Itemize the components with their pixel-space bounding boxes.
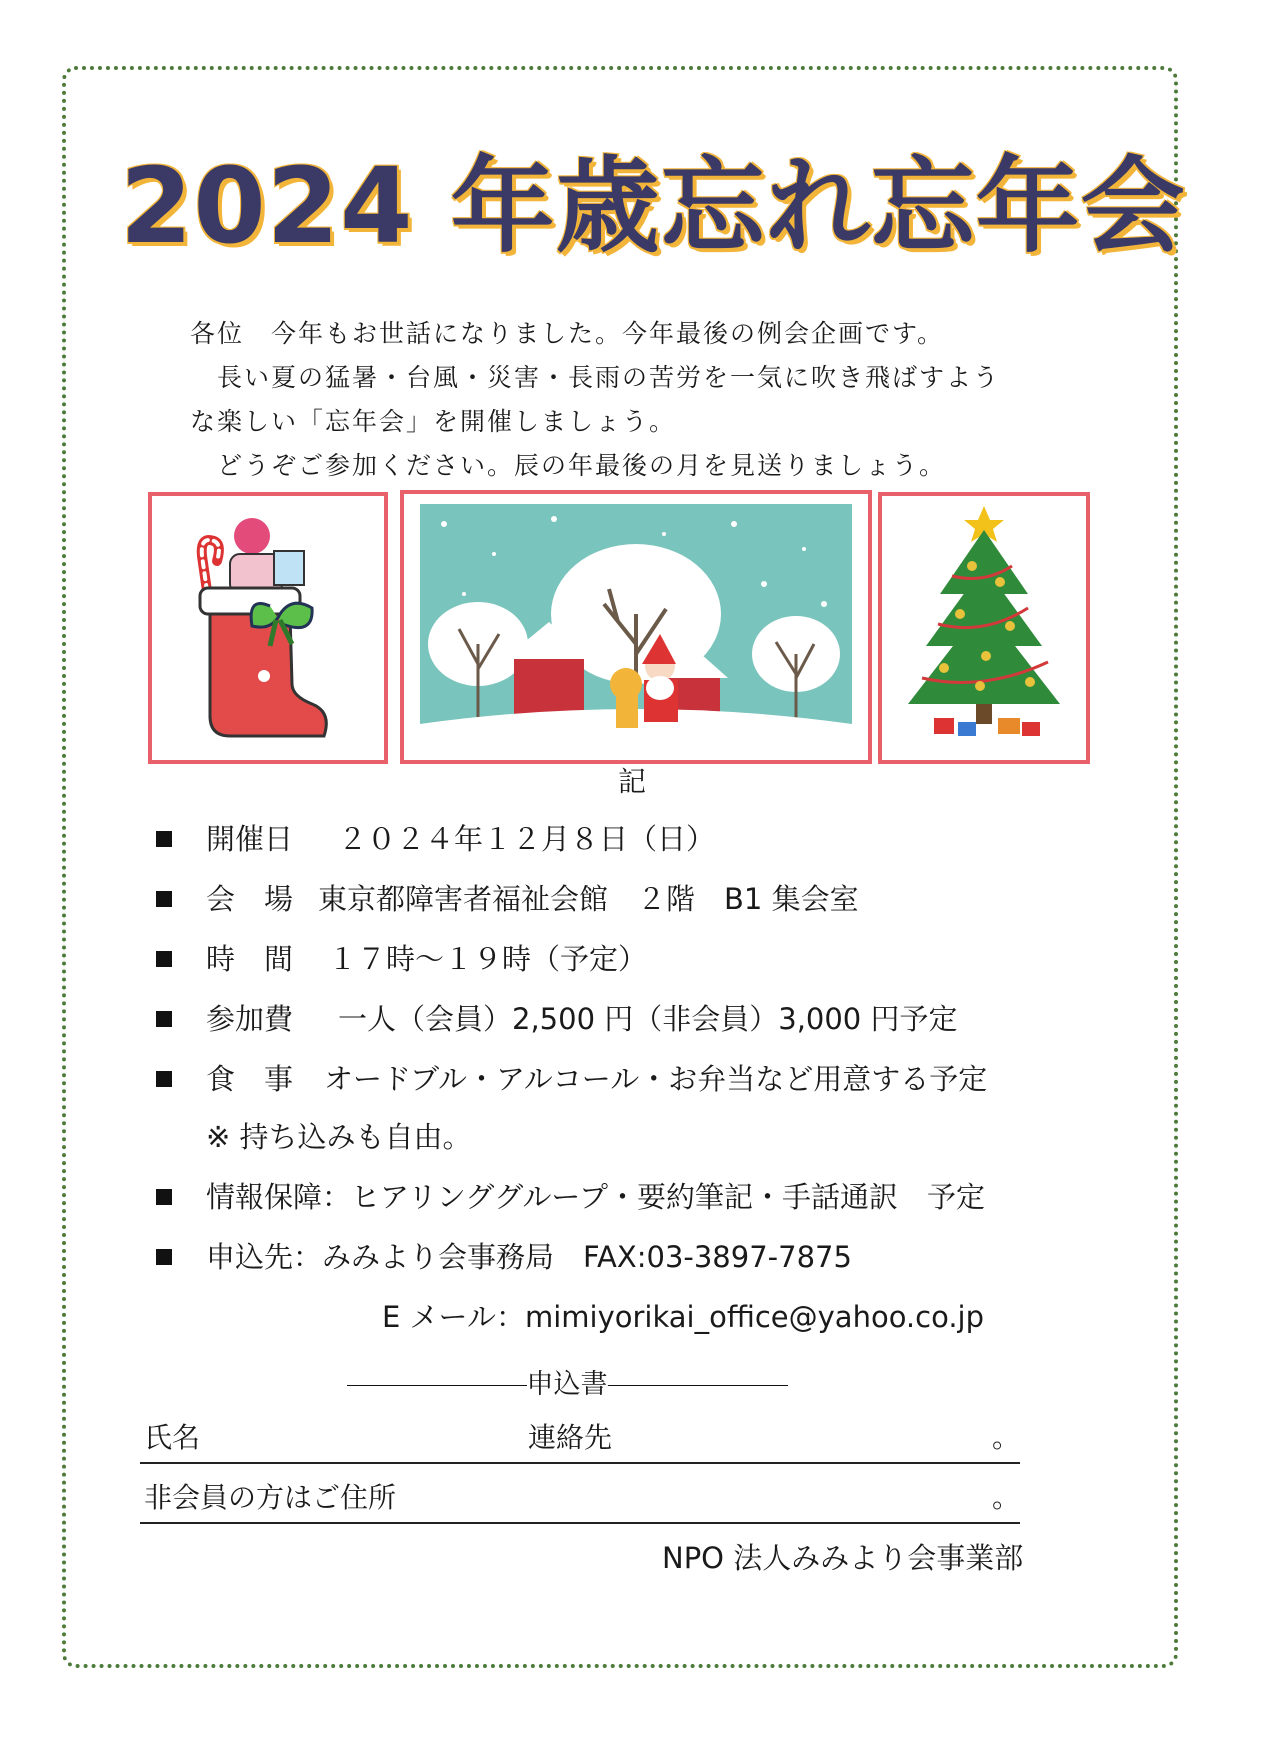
bullet-icon (156, 1011, 172, 1027)
intro-line: どうぞご参加ください。辰の年最後の月を見送りましょう。 (190, 451, 947, 480)
christmas-tree-illustration (878, 492, 1090, 764)
bullet-icon (156, 831, 172, 847)
apply-text: 申込先：みみより会事務局 FAX:03-3897-7875 (206, 1239, 852, 1274)
info-text: 情報保障：ヒアリンググループ・要約筆記・手話通訳 予定 (206, 1179, 985, 1214)
page-title: 2024 年歳忘れ忘年会 (120, 145, 1186, 267)
detail-note (156, 1113, 472, 1157)
bullet-icon (156, 1189, 172, 1205)
divider-line (608, 1385, 788, 1386)
detail-label: 食 事 (206, 1061, 294, 1096)
detail-venue (156, 875, 859, 919)
end-mark: 。 (991, 1421, 1020, 1454)
intro-line: な楽しい「忘年会」を開催しましょう。 (190, 407, 677, 436)
detail-label: 開催日 (206, 821, 294, 856)
detail-value: 東京都障害者福祉会館 ２階 B1 集会室 (318, 881, 859, 916)
detail-apply (156, 1233, 852, 1277)
detail-date (156, 815, 715, 859)
bullet-icon (156, 891, 172, 907)
santa-boot-illustration (148, 492, 388, 764)
intro-text (190, 312, 1070, 488)
form-heading (322, 1362, 812, 1401)
email-text: E メール：mimiyorikai_office@yahoo.co.jp (382, 1299, 985, 1334)
contact-label: 連絡先 (528, 1421, 613, 1454)
bullet-icon (156, 951, 172, 967)
detail-label: 会 場 (206, 881, 294, 916)
detail-value: ２０２４年１２月８日（日） (338, 821, 716, 856)
bullet-icon (156, 1071, 172, 1087)
detail-time (156, 935, 647, 979)
detail-fee (156, 995, 957, 1039)
end-mark: 。 (991, 1481, 1020, 1514)
ki-heading: 記 (618, 765, 647, 798)
name-label: 氏名 (144, 1421, 201, 1454)
address-label: 非会員の方はご住所 (144, 1481, 397, 1514)
form-heading-text: 申込書 (526, 1369, 608, 1400)
name-contact-line[interactable] (140, 1418, 1020, 1464)
detail-info (156, 1173, 985, 1217)
divider-line (347, 1385, 527, 1386)
intro-line: 長い夏の猛暑・台風・災害・長雨の苦労を一気に吹き飛ばすよう (190, 363, 1001, 392)
detail-email (382, 1293, 984, 1337)
organizer: NPO 法人みみより会事業部 (662, 1541, 1024, 1575)
winter-village-illustration (400, 490, 872, 764)
detail-label: 時 間 (206, 941, 294, 976)
detail-value: １７時～１９時（予定） (328, 941, 648, 976)
detail-value: オードブル・アルコール・お弁当など用意する予定 (324, 1061, 988, 1096)
note-text: ※ 持ち込みも自由。 (206, 1119, 472, 1154)
detail-label: 参加費 (206, 1001, 294, 1036)
bullet-icon (156, 1249, 172, 1265)
detail-meal (156, 1055, 987, 1099)
address-line[interactable] (140, 1478, 1020, 1524)
intro-line: 各位 今年もお世話になりました。今年最後の例会企画です。 (190, 319, 945, 348)
detail-value: 一人（会員）2,500 円（非会員）3,000 円予定 (338, 1001, 958, 1036)
